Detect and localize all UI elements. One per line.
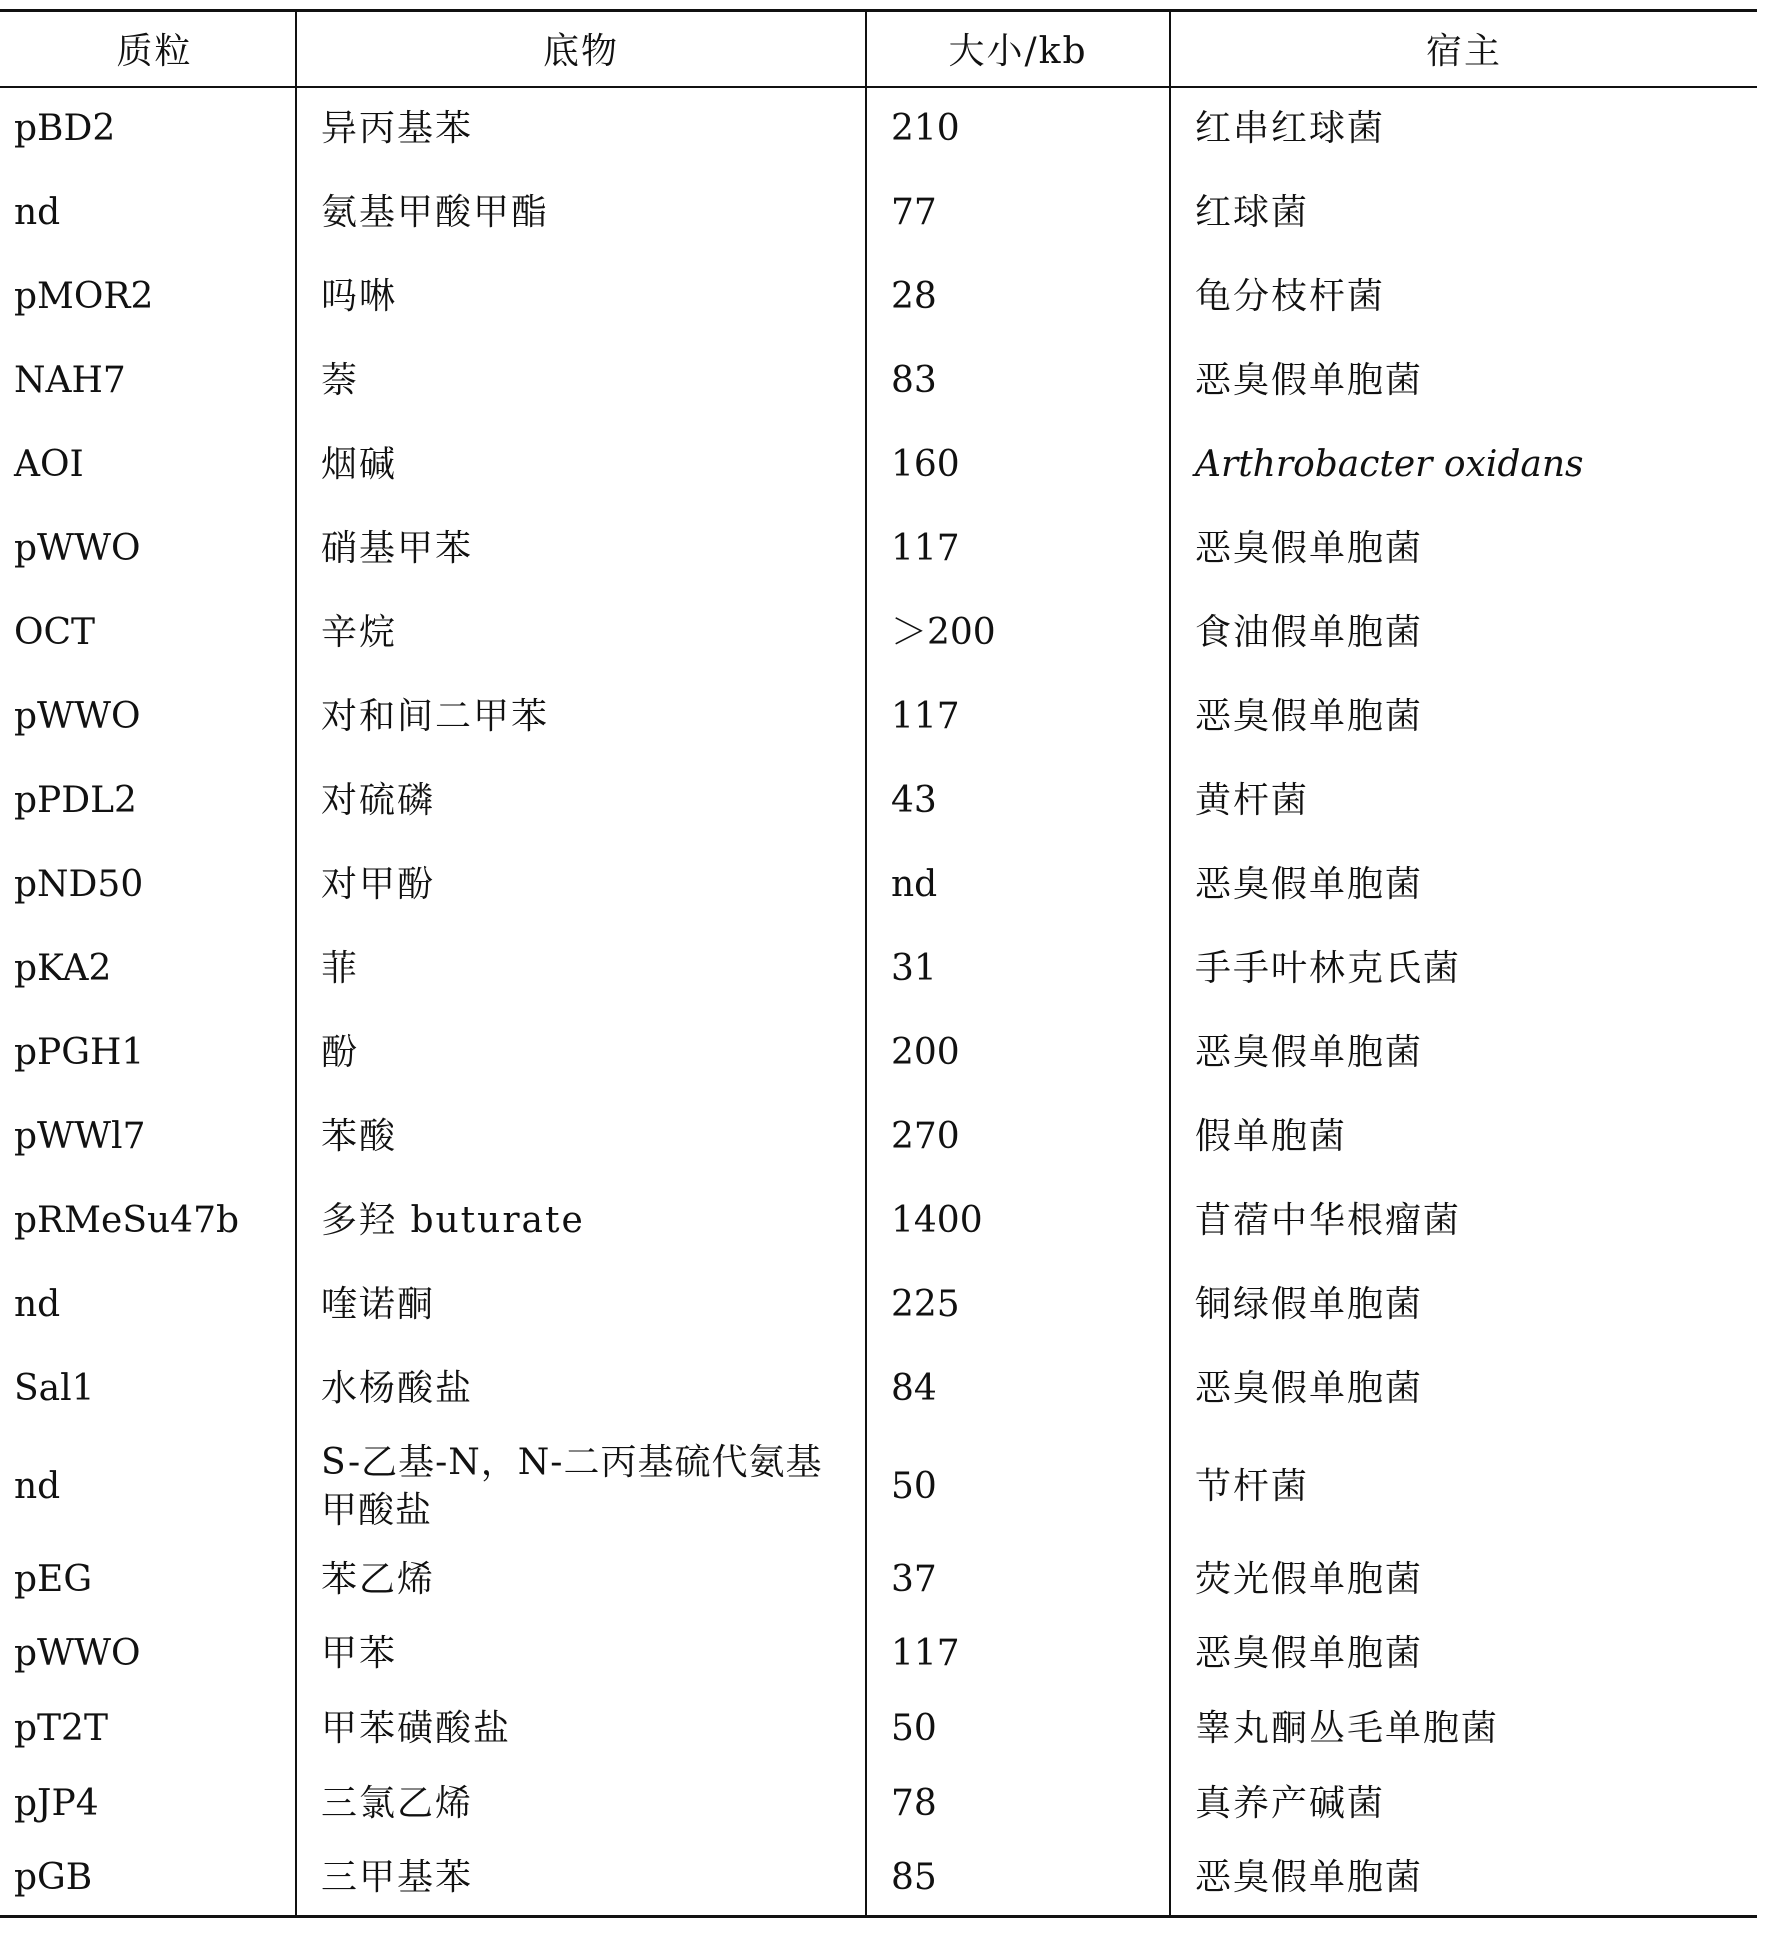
substrate-cell: 对和间二甲苯 xyxy=(296,675,866,759)
header-row xyxy=(0,11,1757,87)
host-cell: Arthrobacter oxidans xyxy=(1170,423,1757,507)
host-cell: 黄杆菌 xyxy=(1170,759,1757,843)
plasmid-cell: OCT xyxy=(14,611,96,653)
host-cell: 恶臭假单胞菌 xyxy=(1170,339,1757,423)
size-cell: nd xyxy=(866,843,1170,927)
plasmid-cell: pJP4 xyxy=(14,1783,99,1825)
plasmid-cell: pMOR2 xyxy=(14,275,154,317)
size-cell: 117 xyxy=(866,507,1170,591)
substrate-cell: 烟碱 xyxy=(296,423,866,507)
size-cell: 28 xyxy=(866,255,1170,339)
host-cell: 恶臭假单胞菌 xyxy=(1170,1842,1757,1917)
host-cell: 恶臭假单胞菌 xyxy=(1170,675,1757,759)
substrate-cell: 硝基甲苯 xyxy=(296,507,866,591)
plasmid-cell: nd xyxy=(14,1465,61,1507)
substrate-cell: 三氯乙烯 xyxy=(296,1767,866,1842)
plasmid-cell: nd xyxy=(14,191,61,233)
table-row xyxy=(0,759,1757,843)
size-cell: 117 xyxy=(866,1617,1170,1692)
host-cell: 假单胞菌 xyxy=(1170,1095,1757,1179)
size-cell: 85 xyxy=(866,1842,1170,1917)
plasmid-cell: pPGH1 xyxy=(14,1031,145,1073)
substrate-cell: 对甲酚 xyxy=(296,843,866,927)
host-cell: 恶臭假单胞菌 xyxy=(1170,1617,1757,1692)
size-cell: 50 xyxy=(866,1431,1170,1543)
size-cell: 1400 xyxy=(866,1179,1170,1263)
table-row xyxy=(0,927,1757,1011)
table-row xyxy=(0,843,1757,927)
table-row xyxy=(0,171,1757,255)
plasmid-cell: pEG xyxy=(14,1558,93,1600)
substrate-cell: 氨基甲酸甲酯 xyxy=(296,171,866,255)
size-cell: 83 xyxy=(866,339,1170,423)
host-cell: 恶臭假单胞菌 xyxy=(1170,1347,1757,1431)
size-cell: 43 xyxy=(866,759,1170,843)
table-row xyxy=(0,1692,1757,1767)
plasmid-cell: Sal1 xyxy=(14,1367,95,1409)
table-row xyxy=(0,1431,1757,1543)
plasmid-cell: nd xyxy=(14,1283,61,1325)
host-cell: 红串红球菌 xyxy=(1170,87,1757,171)
host-cell: 铜绿假单胞菌 xyxy=(1170,1263,1757,1347)
host-cell: 恶臭假单胞菌 xyxy=(1170,843,1757,927)
table-row xyxy=(0,339,1757,423)
plasmid-cell: pWWO xyxy=(14,695,141,737)
table-row xyxy=(0,1347,1757,1431)
host-cell: 荧光假单胞菌 xyxy=(1170,1543,1757,1617)
table-row xyxy=(0,591,1757,675)
substrate-cell: 异丙基苯 xyxy=(296,87,866,171)
plasmid-table xyxy=(0,9,1757,1918)
substrate-cell: 苯酸 xyxy=(296,1095,866,1179)
size-cell: 160 xyxy=(866,423,1170,507)
plasmid-cell: pWWO xyxy=(14,1633,141,1675)
size-cell: 78 xyxy=(866,1767,1170,1842)
host-cell: 红球菌 xyxy=(1170,171,1757,255)
table-row xyxy=(0,255,1757,339)
plasmid-cell: pRMeSu47b xyxy=(14,1199,240,1241)
size-cell: 200 xyxy=(866,1011,1170,1095)
substrate-cell: S-乙基-N，N-二丙基硫代氨基甲酸盐 xyxy=(296,1431,866,1543)
table-row xyxy=(0,1179,1757,1263)
host-cell: 苜蓿中华根瘤菌 xyxy=(1170,1179,1757,1263)
substrate-cell: 酚 xyxy=(296,1011,866,1095)
substrate-cell: 水杨酸盐 xyxy=(296,1347,866,1431)
host-cell: 龟分枝杆菌 xyxy=(1170,255,1757,339)
plasmid-cell: pPDL2 xyxy=(14,779,137,821)
plasmid-cell: pGB xyxy=(0,1842,296,1917)
plasmid-cell: pWWl7 xyxy=(14,1115,146,1157)
plasmid-cell: pND50 xyxy=(14,863,144,905)
substrate-cell: 萘 xyxy=(296,339,866,423)
column-header-host: 宿主 xyxy=(1170,11,1757,87)
size-cell: ＞200 xyxy=(866,591,1170,675)
substrate-cell: 多羟 buturate xyxy=(296,1179,866,1263)
size-cell: 225 xyxy=(866,1263,1170,1347)
size-cell: 37 xyxy=(866,1543,1170,1617)
substrate-cell: 辛烷 xyxy=(296,591,866,675)
plasmid-cell: NAH7 xyxy=(14,359,126,401)
host-cell: 恶臭假单胞菌 xyxy=(1170,1011,1757,1095)
substrate-cell: 菲 xyxy=(296,927,866,1011)
table-row xyxy=(0,507,1757,591)
table-row xyxy=(0,675,1757,759)
substrate-cell: 苯乙烯 xyxy=(296,1543,866,1617)
size-cell: 270 xyxy=(866,1095,1170,1179)
plasmid-cell: pT2T xyxy=(14,1708,108,1750)
column-header-plasmid: 质粒 xyxy=(0,11,296,87)
size-cell: 210 xyxy=(866,87,1170,171)
size-cell: 84 xyxy=(866,1347,1170,1431)
column-header-size: 大小/kb xyxy=(866,11,1170,87)
table-row xyxy=(0,1543,1757,1617)
plasmid-cell: AOI xyxy=(14,443,84,485)
substrate-cell: 吗啉 xyxy=(296,255,866,339)
size-cell: 77 xyxy=(866,171,1170,255)
plasmid-cell: pKA2 xyxy=(14,947,112,989)
table-row xyxy=(0,1617,1757,1692)
host-cell: 睾丸酮丛毛单胞菌 xyxy=(1170,1692,1757,1767)
size-cell: 50 xyxy=(866,1692,1170,1767)
substrate-cell: 三甲基苯 xyxy=(296,1842,866,1917)
substrate-cell: 甲苯磺酸盐 xyxy=(296,1692,866,1767)
substrate-cell: 对硫磷 xyxy=(296,759,866,843)
host-cell: 手手叶林克氏菌 xyxy=(1170,927,1757,1011)
table-body xyxy=(0,87,1757,1917)
size-cell: 31 xyxy=(866,927,1170,1011)
host-cell: 真养产碱菌 xyxy=(1170,1767,1757,1842)
table-row xyxy=(0,1842,1757,1917)
table-header xyxy=(0,11,1757,87)
table-row xyxy=(0,87,1757,171)
table-row xyxy=(0,1011,1757,1095)
host-cell: 恶臭假单胞菌 xyxy=(1170,507,1757,591)
size-cell: 117 xyxy=(866,675,1170,759)
plasmid-cell: pWWO xyxy=(14,527,141,569)
table-row xyxy=(0,1095,1757,1179)
substrate-cell: 喹诺酮 xyxy=(296,1263,866,1347)
host-cell: 节杆菌 xyxy=(1170,1431,1757,1543)
plasmid-cell: pBD2 xyxy=(14,108,116,150)
substrate-cell: 甲苯 xyxy=(296,1617,866,1692)
column-header-substrate: 底物 xyxy=(296,11,866,87)
table-row xyxy=(0,1767,1757,1842)
table-row xyxy=(0,1263,1757,1347)
host-cell: 食油假单胞菌 xyxy=(1170,591,1757,675)
table-row xyxy=(0,423,1757,507)
